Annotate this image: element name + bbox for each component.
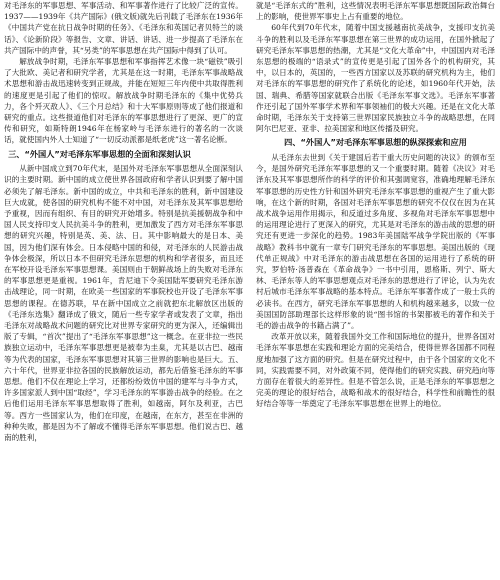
body-paragraph: 解放战争时期，毛泽东军事思想和军事指挥艺术像一块“磁铁”吸引了大批欧、美记者和研究学者，尤其是在这一时期，毛泽东军事战略战术思想和游击战迅速转变到正规战，并能在短短三年内使中共取得胜利的速度更是引起了他们的惊叹。解放战争时期毛泽东的《集中优势兵力，各个歼灭敌人》、《三个月总结》和十大军事原则等成了他们报道和研究的重点。这些报道他们对毛泽东的军事思想进行了更深、更广的宣传和研究，如斯特朗1946年在杨家岭与毛泽东进行的著名的一次谈话，就使国内外人士知道了“一切反动派都是纸老虎”这一著名论断。 bbox=[4, 57, 243, 145]
body-paragraph: 改革开放以来，随着我国外交工作和国际地位的提升，世界各国对毛泽东军事思想在实践和理论方面的完美结合，使得世界各国都不同程度地加强了这方面的研究。但是在研究过程中，由于各个国家的文化不同，实践需要不同，对外政策不同，使得他们的研究实践、研究趋向等方面存在着很大的差异性。但是不管怎么说，正是毛泽东的军事思想之完美的理论的很好结合，战略和战术的很好结合，科学性和前瞻性的很好结合等等一举奠定了毛泽东军事思想在世界上的地位。 bbox=[256, 332, 495, 409]
body-paragraph: 从毛泽东去世到《关于建国后若干重大历史问题的决议》的颁布至今，是国外研究毛泽东军事思想的又一个重要时期。随着《决议》对毛泽东及其军事思想所作的科学的评价和其强调宽容，准确地理解毛泽东军事思想的历史性方针和国外研究毛泽东军事思想的重视产生了重大影响，在这个新的时期，各国对毛泽东军事思想的研究不仅仅在因为在其战术战争运用作用揭示，和反道过多角度、多视角对毛泽东军事思想中的运用理论进行了更深入的研究，尤其是对毛泽东的游击战的思想的研究还有更进一步深化的趋势。1983年美国陆军战争学院出版的《军事战略》教科书中就有一章专门研究毛泽东的军事思想。美国出版的《现代单正规战》中对毛泽东的游击战思想在各国的运用进行了系统的研究，罗伯特·汤普森在《革命战争》一书中引用，恩格斯、列宁、斯大林、毛泽东等人的军事思想观点对毛泽东的思想进行了评论，认为先农村后城市毛泽东军事战略的基本特点。毛泽东军事著作成了一般士兵的必读书。在西方，研究毛泽东军事思想的人和机构越来越多，以致一位美国国防部助理部长这样形象的说“图书馆的书架都被毛的著作和关于毛的游击战争的书籍占满了”。 bbox=[256, 152, 495, 330]
body-paragraph: 就是“毛泽东式的”胜利，这些情况表明毛泽东军事思想既国际政治舞台上的影响，使世界军事史上占有重要的地位。 bbox=[256, 1, 495, 22]
left-column bbox=[4, 0, 243, 443]
section-heading: 三、“外国人”对毛泽东军事思想的全面和深刻认识 bbox=[8, 148, 191, 159]
body-paragraph: 60年代到70年代末，随着中国支援越南抗美战争，支援印支抗美斗争的胜利以及毛泽东军事思想在第三世界的成功运用，在国外掀起了研究毛泽东军事思想的热潮，尤其是“文化大革命”中，中国国内对毛泽东思想的极端的“语录式”的宣传更是引起了国外各个的机构研究，其中，以日本的，英国的，一些西方国家以及苏联的研究机构为主，他们对毛泽东的军事思想的研究作了系统化的论述，如1960年代开始，法国、瑞典、希腊等国家就联合出版《毛泽东军事文选》。毛泽东军事著作还引起了国外军事学术界和军事领袖们的极大兴趣。还是在文化大革命时期，毛泽东关于支持第三世界国家民族独立斗争的战略思想，在同阿尔巴尼亚、亚非、拉美国家和地区传播及研究。 bbox=[256, 23, 495, 134]
body-paragraph: 从新中国成立到70年代末，是国外对毛泽东军事思想从全面深刻认识的主要时期。新中国的成立使世界各国政府和学者认识到要了解中国必须先了解毛泽东。新中国的成立，中共和毛泽东的胜利，新中国建设巨大成就，使各国的研究机构不能不对中国，对毛泽东及其军事思想给予重视，因而有组织、有目的研究开始增多。特别是抗美援朝战争和中国人民支持印支人民抗美斗争的胜利，更加激发了西方对毛泽东军事思想的研究兴趣，特别是英、美、法、日。其中影响最大的是日本、美国，因为他们深有体会。日本侵略中国的和侵，对毛泽东的人民游击战争体会极深，所以日本不但研究毛泽东思想的机构和学者很多，而且还在军校开设毛泽东军事思想课。美国则由于朝鲜战场上的失败对毛泽东的军事思想更是重视。1961年，肯尼迪下令美国陆军要研究毛泽东游击战理论，同一时期，在欧美一些国家的军事院校也开设了毛泽东军事思想的课程。在德苏联，早在新中国成立之前就把东北解放区出版的《毛泽东选集》翻译成了俄文，随后一些专家学者或发表了文章，指出毛泽东对战略战术问题的研究比对世界专家研究的更为深入，还编辑出版了专辑，“首次”提出了“毛泽东军事思想”这一概念。在亚非拉一些民族独立运动中，毛泽东军事思想更是被奉为圭臬，尤其是以古巴、越南等为代表的国家，毛泽东军事思想对其第三世界的影响也是巨大。五、六十年代，世界亚非拉各国的民族解放运动，都先后借鉴毛泽东的军事思想。他们不仅在理论上学习，还都纷纷效仿中国的建军与斗争方式，许多国家派人到中国“取经”，学习毛泽东的军事游击战争的经验。在之后他们运用毛泽东军事思想取得了胜利，如越南，阿尔及利亚，古巴等。西方一些国家认为，他们在印度，在越南，在东方，甚至在非洲的种种失败，都是因为不了解或不懂得毛泽东军事思想。他们说古巴、越南的胜利， bbox=[4, 164, 243, 443]
section-heading: 四、“外国人”对毛泽东军事思想的纵深探索和应用 bbox=[284, 137, 467, 148]
right-column bbox=[256, 0, 495, 410]
body-paragraph: 对毛泽东的军事思想、军事活动、和军事著作进行了比较广泛的宣传。1937——1939年《共产国际》(俄文版)就先后刊载了毛泽东在1936年《中国共产党在抗日战争时期的任务》、《毛泽东和英国记者贝特兰的谈话》、《论新阶段》等报告、文章、讲话、讲话、进一步提高了毛泽东在共产国际中的声誉，其“另类”的军事思想在共产国际中得到了认可。 bbox=[4, 1, 243, 55]
